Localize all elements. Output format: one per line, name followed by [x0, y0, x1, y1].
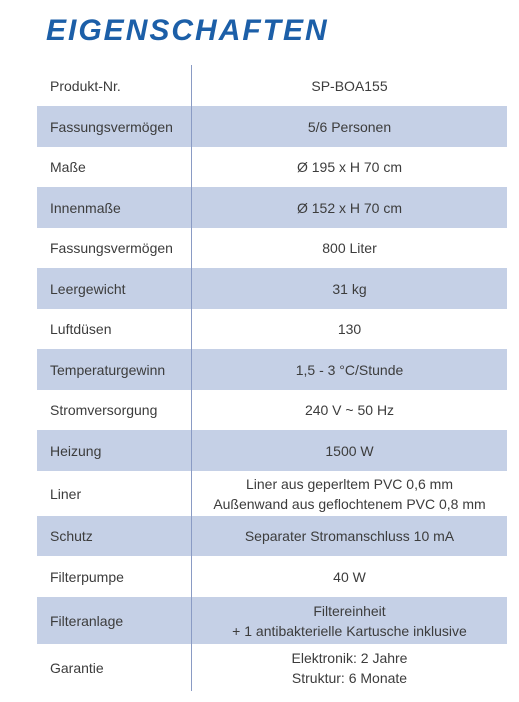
row-value [192, 648, 507, 688]
table-row [37, 65, 507, 106]
row-value [192, 526, 507, 546]
table-row [37, 309, 507, 349]
row-value [192, 238, 507, 258]
table-row [37, 516, 507, 556]
row-value-line: 1,5 - 3 °C/Stunde [295, 361, 404, 378]
row-label: Schutz [37, 516, 192, 556]
row-label: Temperaturgewinn [37, 349, 192, 390]
row-label: Innenmaße [37, 187, 192, 228]
row-value-line: Filtereinheit [313, 602, 386, 619]
row-label: Leergewicht [37, 268, 192, 309]
row-value-line: Ø 195 x H 70 cm [296, 159, 403, 175]
row-value [192, 474, 507, 514]
row-value-line: Elektronik: 2 Jahre [291, 649, 408, 666]
row-value-line: Separater Stromanschluss 10 mA [244, 528, 455, 544]
row-value [192, 567, 507, 587]
row-label: Filterpumpe [37, 556, 192, 597]
table-row [37, 187, 507, 228]
row-value-line: 40 W [333, 568, 366, 585]
table-row [37, 106, 507, 147]
row-label: Maße [37, 147, 192, 187]
row-value [192, 319, 507, 339]
row-value-line: 800 Liter [322, 240, 377, 256]
row-value [192, 441, 507, 461]
row-label: Fassungsvermögen [37, 228, 192, 268]
row-value [192, 360, 507, 380]
row-value-line: Struktur: 6 Monate [291, 669, 408, 686]
row-value-line: 1500 W [325, 442, 374, 459]
row-value-line: SP-BOA155 [311, 77, 388, 94]
row-value [192, 400, 507, 420]
table-row [37, 349, 507, 390]
table-row [37, 430, 507, 471]
row-label: Filteranlage [37, 597, 192, 644]
row-label: Stromversorgung [37, 390, 192, 430]
table-row [37, 390, 507, 430]
row-label: Luftdüsen [37, 309, 192, 349]
table-row [37, 228, 507, 268]
table-row [37, 597, 507, 644]
row-label: Fassungsvermögen [37, 106, 192, 147]
row-value-line: Ø 152 x H 70 cm [296, 199, 403, 216]
row-value-line: 130 [337, 321, 362, 337]
table-row [37, 268, 507, 309]
row-value [192, 157, 507, 177]
row-label: Heizung [37, 430, 192, 471]
table-row [37, 556, 507, 597]
row-value-line: 31 kg [332, 280, 367, 297]
row-value-line: Außenwand aus geflochtenem PVC 0,8 mm [213, 495, 486, 512]
table-row [37, 147, 507, 187]
row-value [192, 117, 507, 137]
row-label: Produkt-Nr. [37, 65, 192, 106]
page-title: EIGENSCHAFTEN [46, 14, 329, 47]
spec-table [37, 65, 507, 691]
row-label: Garantie [37, 644, 192, 691]
row-value [192, 76, 507, 96]
row-value-line: 5/6 Personen [307, 118, 392, 135]
row-value-line: 240 V ~ 50 Hz [304, 402, 395, 418]
row-value [192, 601, 507, 641]
row-value [192, 198, 507, 218]
row-value [192, 279, 507, 299]
row-label: Liner [37, 471, 192, 516]
row-value-line: Liner aus geperltem PVC 0,6 mm [246, 475, 453, 492]
table-row [37, 644, 507, 691]
row-value-line: + 1 antibakterielle Kartusche inklusive [232, 622, 467, 639]
table-row [37, 471, 507, 516]
